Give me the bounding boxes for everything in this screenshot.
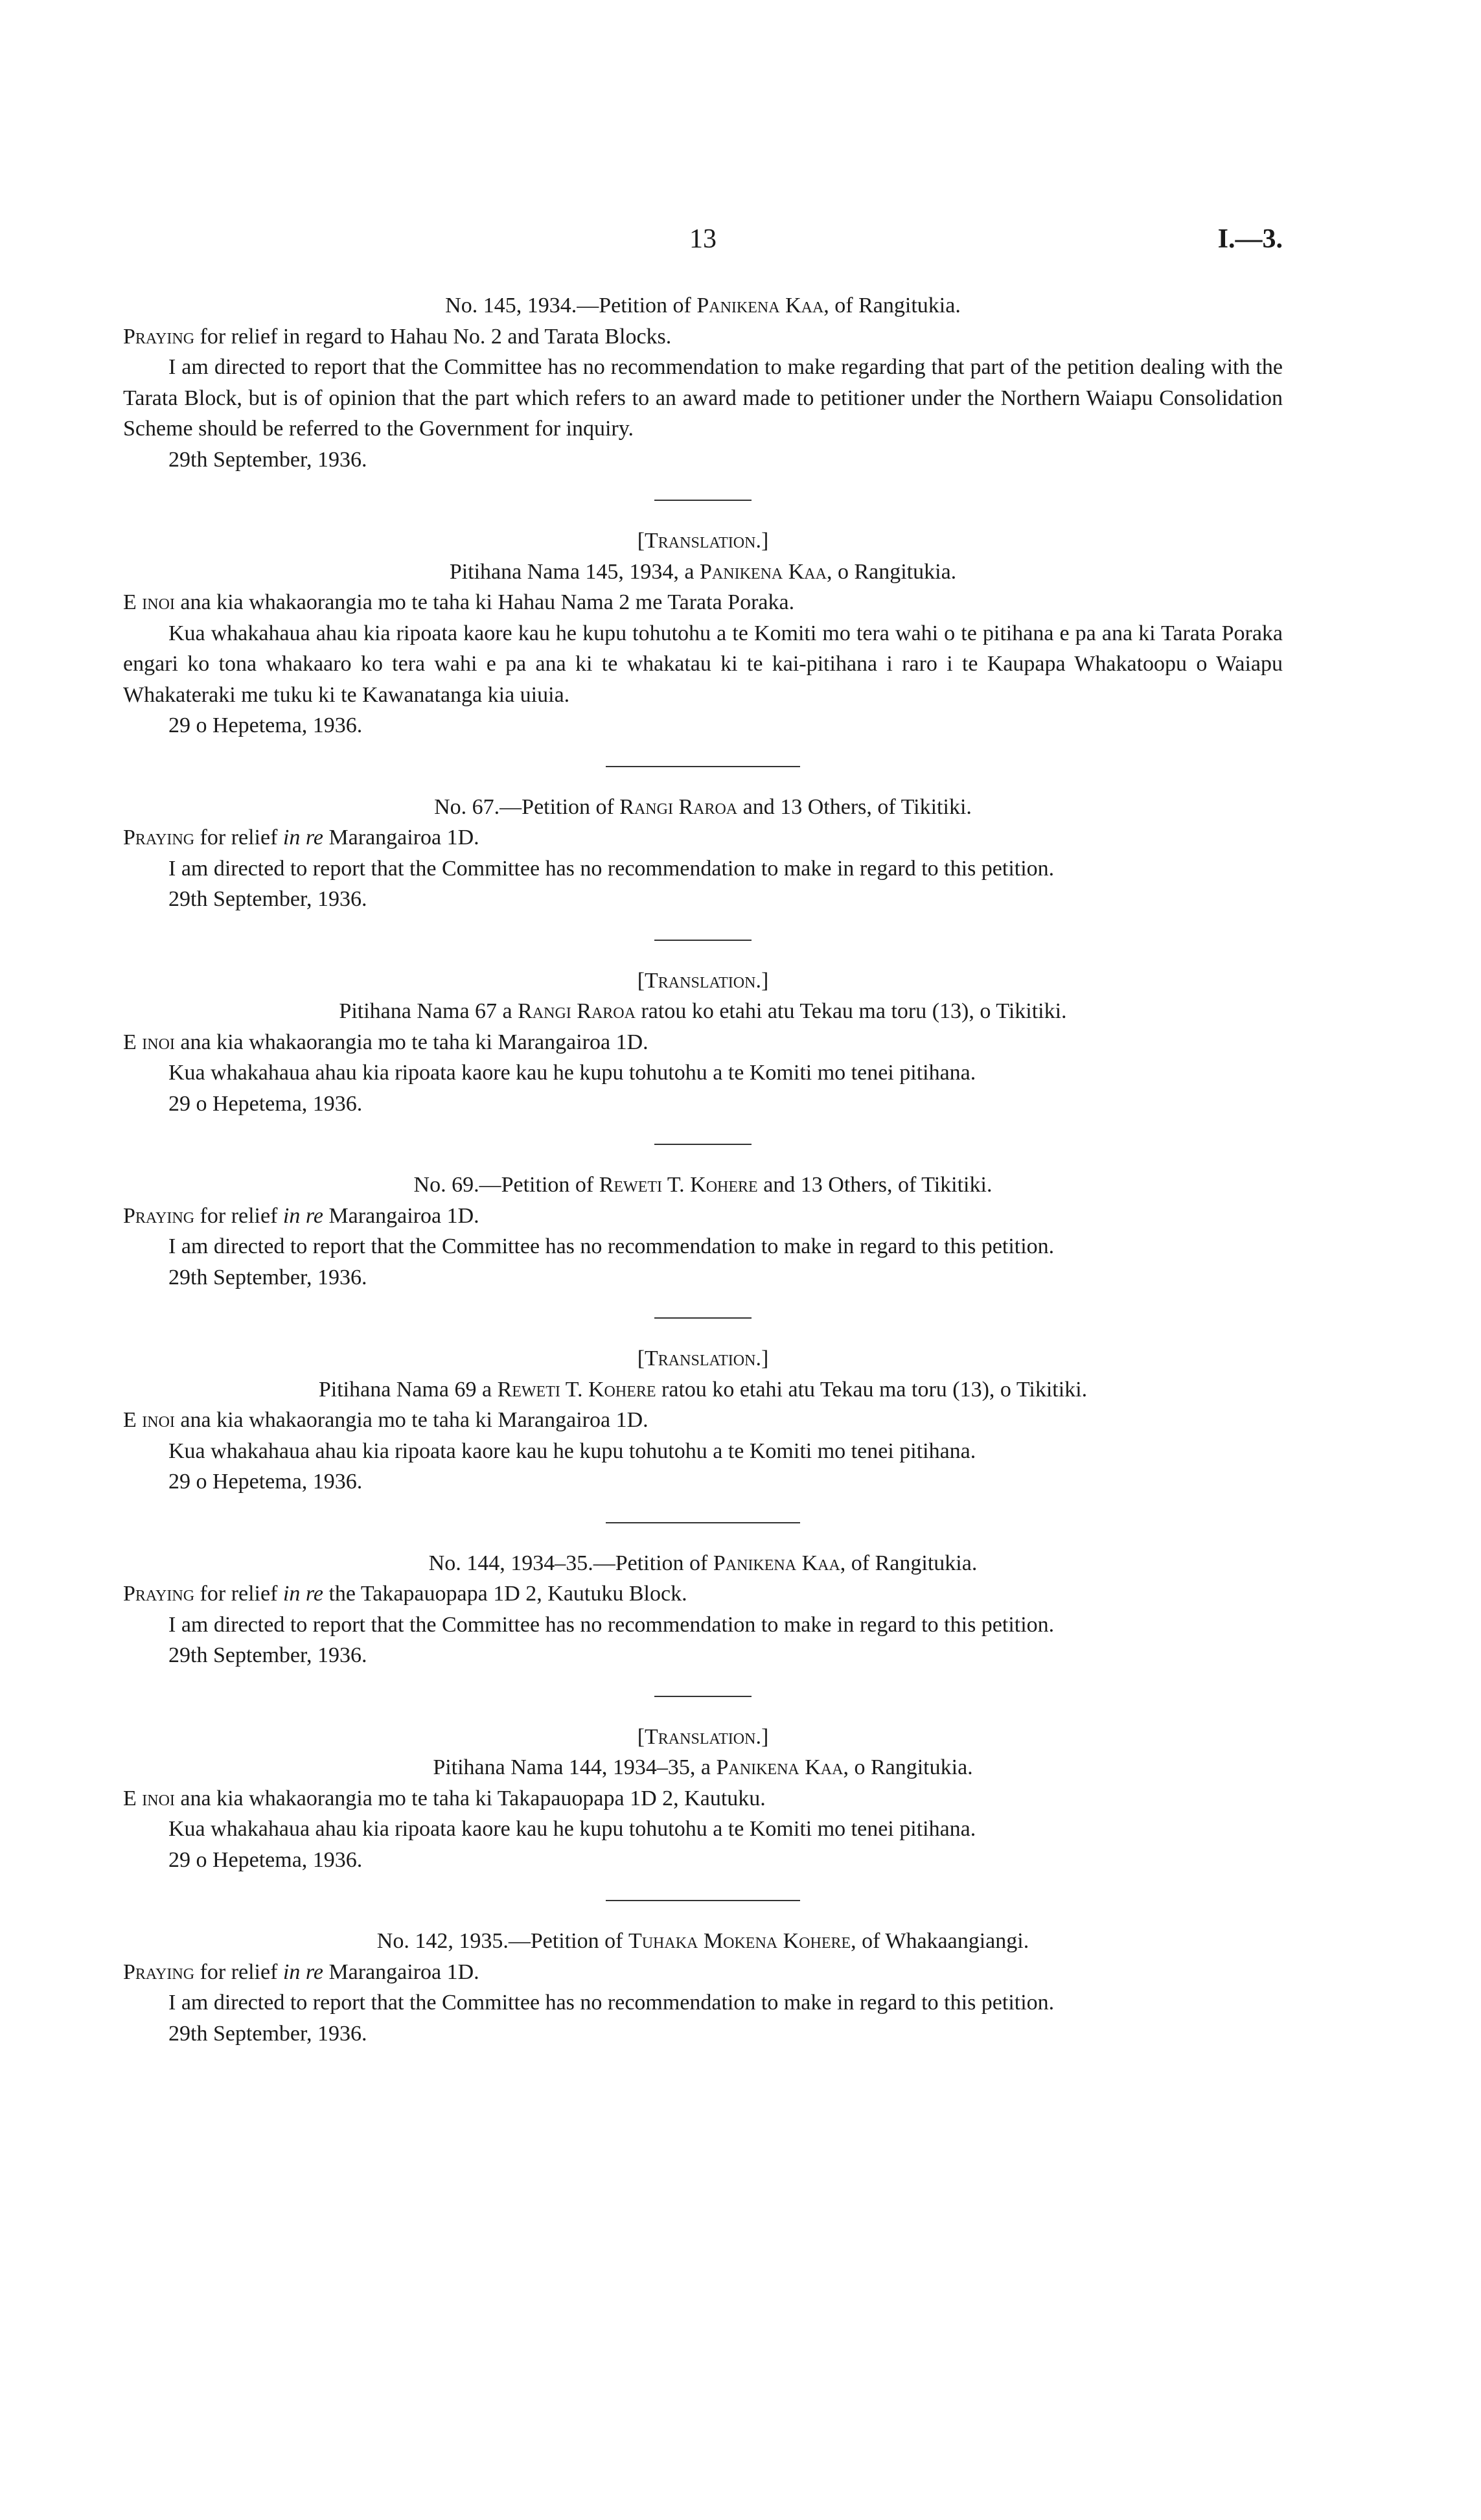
petitioner-name: Rangi Raroa (619, 794, 738, 819)
page-header (123, 224, 1283, 262)
petitioner-name: Rangi Raroa (518, 999, 636, 1023)
translation-section (123, 965, 1283, 1120)
petition-title: Pitihana Nama 144, 1934–35, a Panikena Kaa, o Rangitukia. (433, 1755, 973, 1779)
translation-section (123, 1722, 1283, 1876)
report-paragraph: Kua whakahaua ahau kia ripoata kaore kau he kupu tohutohu a te Komiti mo tenei pitihana. (168, 1817, 976, 1841)
petitioner-name: Panikena Kaa (696, 294, 824, 318)
petition-title: No. 142, 1935.—Petition of Tuhaka Mokena Kohere, of Whakaangiangi. (376, 1929, 1029, 1953)
report-date: 29 o Hepetema, 1936. (168, 1470, 363, 1494)
translation-section (123, 1343, 1283, 1497)
petitioner-name: Panikena Kaa (713, 1551, 840, 1575)
praying-line: Praying for relief in re Marangairoa 1D. (123, 1959, 479, 1984)
petition-title: No. 144, 1934–35.—Petition of Panikena Kaa, of Rangitukia. (428, 1551, 978, 1575)
petition-section (123, 1170, 1283, 1293)
report-date: 29th September, 1936. (168, 2021, 367, 2046)
report-paragraph: I am directed to report that the Committee has no recommendation to make in regard to this petition. (168, 1612, 1055, 1637)
petition-section (123, 792, 1283, 915)
report-paragraph: I am directed to report that the Committee has no recommendation to make in regard to this petition. (168, 856, 1055, 881)
report-date: 29 o Hepetema, 1936. (168, 713, 363, 737)
translation-label: [Translation.] (637, 1724, 769, 1749)
petition-title: Pitihana Nama 145, 1934, a Panikena Kaa, o Rangitukia. (449, 559, 957, 584)
report-paragraph: Kua whakahaua ahau kia ripoata kaore kau he kupu tohutohu a te Komiti mo tera wahi o te pitihana e pa ana ki Tarata Poraka engari ko tona whakaaro ko tera wahi e pa ana ki te whakatau ki te kai-pitihana i raro i te Kaupapa Whakatoopu o Waiapu Whakateraki me tuku ki te Kawanatanga kia uiuia. (123, 621, 1283, 707)
translation-label: [Translation.] (637, 968, 769, 993)
report-date: 29th September, 1936. (168, 1265, 367, 1289)
inoi-line: E inoi ana kia whakaorangia mo te taha ki Marangairoa 1D. (123, 1408, 649, 1432)
petition-section (123, 290, 1283, 475)
petitioner-name: Reweti T. Kohere (599, 1173, 758, 1197)
petition-title: No. 69.—Petition of Reweti T. Kohere and 13 Others, of Tikitiki. (413, 1173, 993, 1197)
report-paragraph: I am directed to report that the Committee has no recommendation to make in regard to this petition. (168, 1991, 1055, 2015)
report-paragraph: Kua whakahaua ahau kia ripoata kaore kau he kupu tohutohu a te Komiti mo tenei pitihana. (168, 1061, 976, 1085)
report-paragraph: I am directed to report that the Committee has no recommendation to make in regard to this petition. (168, 1234, 1055, 1258)
report-date: 29 o Hepetema, 1936. (168, 1847, 363, 1872)
report-date: 29 o Hepetema, 1936. (168, 1091, 363, 1116)
praying-line: Praying for relief in re the Takapauopapa 1D 2, Kautuku Block. (123, 1582, 687, 1606)
report-date: 29th September, 1936. (168, 887, 367, 911)
report-date: 29th September, 1936. (168, 447, 367, 472)
report-paragraph: Kua whakahaua ahau kia ripoata kaore kau he kupu tohutohu a te Komiti mo tenei pitihana. (168, 1439, 976, 1463)
report-paragraph: I am directed to report that the Committee has no recommendation to make regarding that part of the petition dealing with the Tarata Block, but is of opinion that the part which refers to an award made to petitioner under the Northern Waiapu Consolidation Scheme should be referred to the Government for inquiry. (123, 355, 1283, 441)
series-number: I.—3. (1217, 224, 1283, 254)
translation-label: [Translation.] (637, 1347, 769, 1370)
document-body (123, 290, 1283, 2049)
inoi-line: E inoi ana kia whakaorangia mo te taha ki Takapauopapa 1D 2, Kautuku. (123, 1786, 766, 1810)
translation-section (123, 526, 1283, 741)
petition-title: Pitihana Nama 69 a Reweti T. Kohere ratou ko etahi atu Tekau ma toru (13), o Tikitiki. (318, 1377, 1088, 1402)
petitioner-name: Panikena Kaa (716, 1755, 844, 1779)
praying-line: Praying for relief in re Marangairoa 1D. (123, 826, 479, 850)
petitioner-name: Panikena Kaa (700, 559, 827, 584)
petition-section (123, 1926, 1283, 2049)
petitioner-name: Reweti T. Kohere (497, 1377, 656, 1402)
inoi-line: E inoi ana kia whakaorangia mo te taha ki Hahau Nama 2 me Tarata Poraka. (123, 590, 795, 614)
page-number: 13 (689, 224, 717, 254)
petition-title: No. 145, 1934.—Petition of Panikena Kaa, of Rangitukia. (445, 294, 961, 318)
praying-line: Praying for relief in regard to Hahau No. 2 and Tarata Blocks. (123, 324, 672, 349)
petitioner-name: Tuhaka Mokena Kohere (628, 1929, 851, 1953)
petition-title: Pitihana Nama 67 a Rangi Raroa ratou ko etahi atu Tekau ma toru (13), o Tikitiki. (339, 999, 1067, 1023)
praying-line: Praying for relief in re Marangairoa 1D. (123, 1203, 479, 1228)
translation-label: [Translation.] (637, 529, 769, 553)
inoi-line: E inoi ana kia whakaorangia mo te taha ki Marangairoa 1D. (123, 1030, 649, 1054)
report-date: 29th September, 1936. (168, 1643, 367, 1667)
petition-section (123, 1548, 1283, 1671)
petition-title: No. 67.—Petition of Rangi Raroa and 13 Others, of Tikitiki. (434, 794, 972, 819)
